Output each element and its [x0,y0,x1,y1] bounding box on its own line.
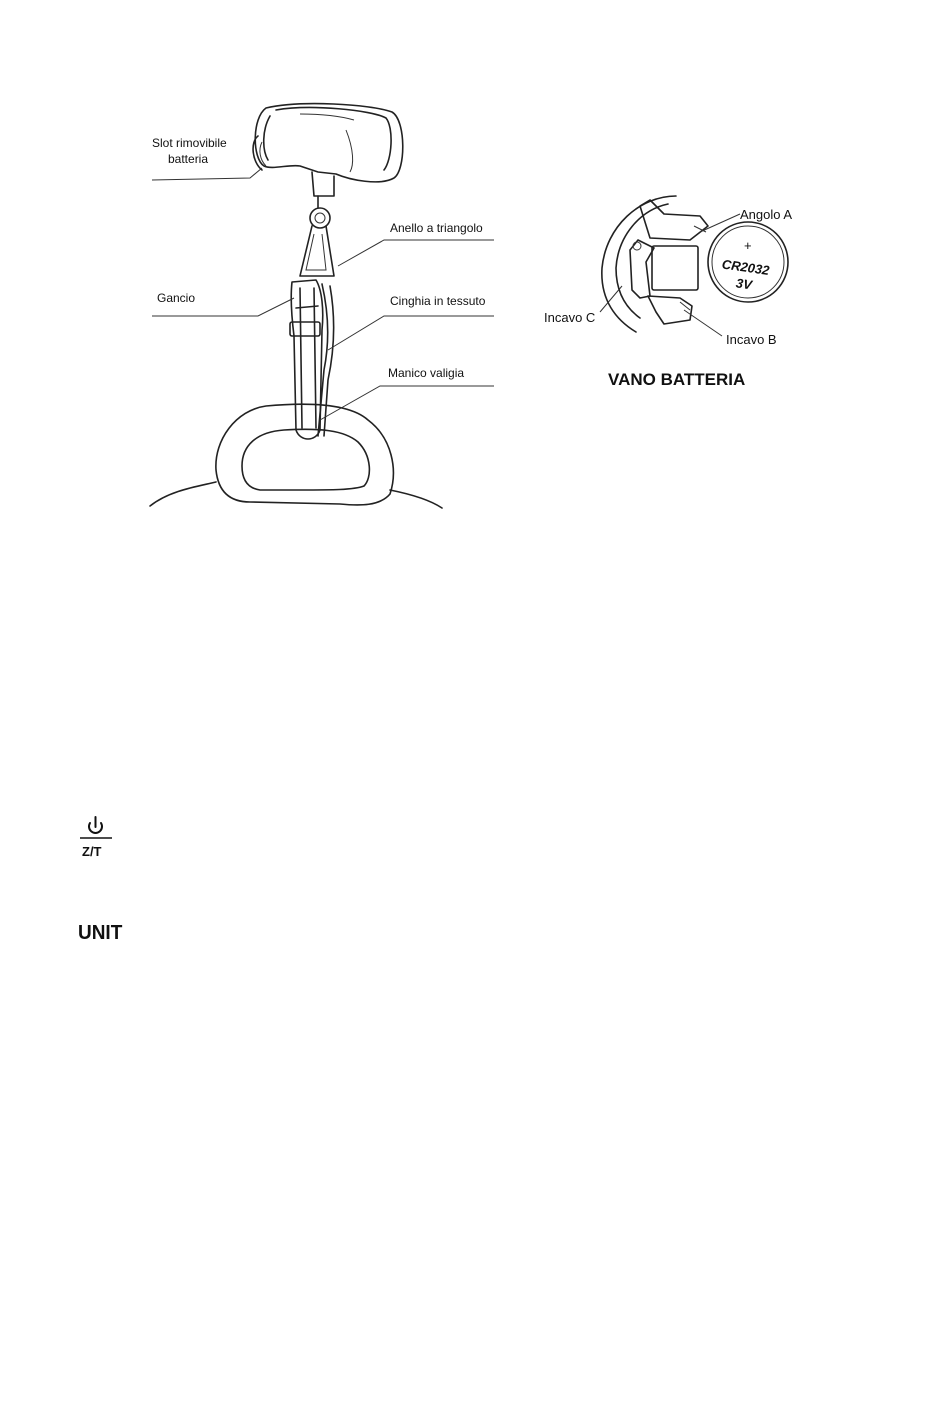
label-strap: Cinghia in tessuto [390,294,486,308]
battery-voltage: 3V [735,275,753,293]
label-notch-b: Incavo B [726,332,777,347]
label-battery-slot-line2: batteria [168,152,209,166]
battery-compartment-illustration [544,196,792,389]
power-zt-button-icon [80,817,112,859]
label-handle: Manico valigia [388,366,465,380]
label-notch-c: Incavo C [544,310,596,325]
label-corner-a: Angolo A [740,207,793,222]
battery-plus-sign: + [744,238,752,253]
zt-label: Z/T [82,844,102,859]
battery-compartment-title: VANO BATTERIA [608,370,746,389]
luggage-scale-illustration [150,104,494,508]
label-battery-slot-line1: Slot rimovibile [152,136,227,150]
unit-button-label: UNIT [78,921,123,945]
label-triangle-ring: Anello a triangolo [390,221,483,235]
battery-model: CR2032 [721,256,771,278]
label-hook: Gancio [157,291,196,305]
